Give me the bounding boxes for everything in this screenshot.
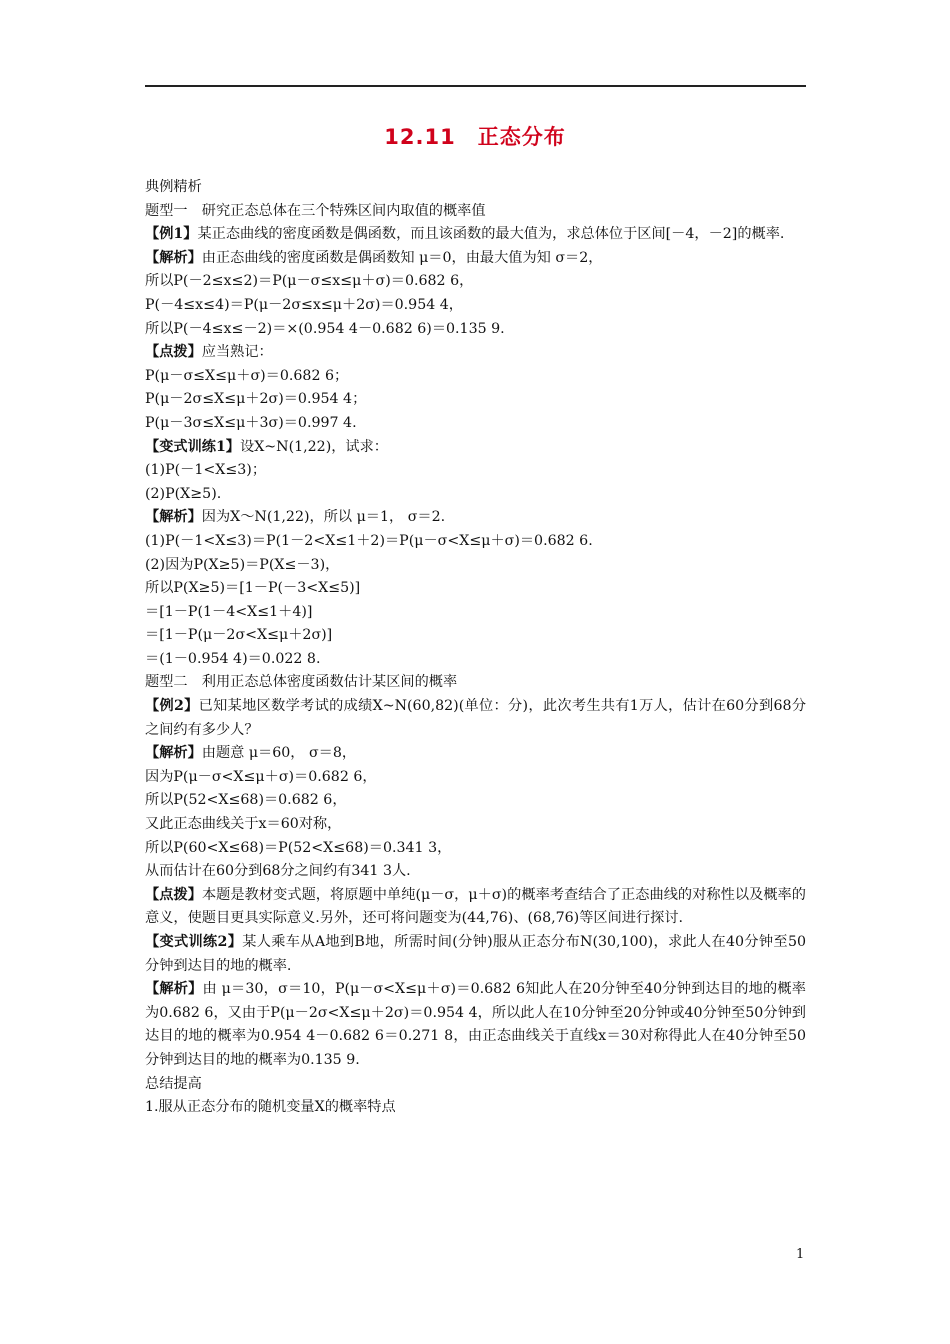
text-line — [145, 318, 806, 342]
text-line — [145, 789, 806, 813]
line-text: P(－4≤x≤4)＝P(μ－2σ≤x≤μ＋2σ)＝0.954 4， — [145, 296, 463, 313]
line-text: ＝[1－P(μ－2σ<X≤μ＋2σ)] — [145, 627, 333, 644]
text-line — [145, 247, 806, 271]
text-line — [145, 176, 806, 200]
line-text: 已知某地区数学考试的成绩X~N(60,82)(单位：分)，此次考生共有1万人，估计在60分到68分之间约有多少人？ — [145, 698, 807, 738]
text-line — [145, 648, 806, 672]
line-text: 所以P(60<X≤68)＝P(52<X≤68)＝0.341 3， — [145, 839, 452, 856]
text-line — [145, 884, 806, 931]
text-line — [145, 978, 806, 1072]
text-line — [145, 695, 806, 742]
text-line — [145, 341, 806, 365]
line-text: (1)P(－1<X≤3)； — [145, 462, 267, 479]
line-text: 由正态曲线的密度函数是偶函数知 μ＝0，由最大值为知 σ＝2， — [201, 249, 603, 266]
text-line — [145, 506, 806, 530]
section-tag: 【解析】 — [145, 745, 202, 762]
line-text: 某正态曲线的密度函数是偶函数，而且该函数的最大值为，求总体位于区间[－4，－2]的概率. — [197, 226, 785, 243]
text-line — [145, 270, 806, 294]
text-line — [145, 766, 806, 790]
header-rule — [145, 85, 806, 87]
text-line — [145, 412, 806, 436]
line-text: 典例精析 — [145, 179, 202, 195]
section-tag: 【例1】 — [145, 226, 198, 243]
text-line — [145, 837, 806, 861]
line-text: 1.服从正态分布的随机变量X的概率特点 — [145, 1099, 396, 1116]
line-text: 设X~N(1,22)，试求： — [240, 438, 388, 455]
line-text: 总结提高 — [145, 1075, 202, 1092]
section-tag: 【解析】 — [145, 981, 203, 998]
section-tag: 【点拨】 — [145, 886, 202, 903]
line-text: (2)因为P(X≥5)＝P(X≤－3)， — [145, 556, 340, 573]
page-title: 12.11 正态分布 — [384, 125, 566, 149]
text-line — [145, 436, 806, 460]
line-text: 因为P(μ－σ<X≤μ＋σ)＝0.682 6， — [145, 768, 377, 785]
line-text: P(μ－σ≤X≤μ＋σ)＝0.682 6； — [145, 367, 349, 384]
text-line — [145, 388, 806, 412]
text-line — [145, 554, 806, 578]
text-line — [145, 200, 806, 224]
line-text: 某人乘车从A地到B地，所需时间(分钟)服从正态分布N(30,100)，求此人在40分钟至50分钟到达目的地的概率. — [145, 934, 806, 974]
line-text: P(μ－2σ≤X≤μ＋2σ)＝0.954 4； — [145, 391, 367, 408]
line-text: ＝[1－P(1－4<X≤1＋4)] — [145, 603, 313, 620]
text-line — [145, 742, 806, 766]
text-line — [145, 530, 806, 554]
text-line — [145, 931, 806, 978]
line-text: 应当熟记： — [201, 344, 273, 361]
line-text: 所以P(52<X≤68)＝0.682 6， — [145, 792, 347, 809]
text-line — [145, 365, 806, 389]
section-tag: 【变式训练2】 — [145, 934, 243, 950]
line-text: 因为X～N(1,22)，所以 μ＝1， σ＝2. — [201, 509, 446, 526]
section-tag: 【解析】 — [145, 509, 202, 526]
line-text: 由题意 μ＝60， σ＝8， — [201, 745, 357, 762]
line-text: (1)P(－1<X≤3)＝P(1－2<X≤1＋2)＝P(μ－σ<X≤μ＋σ)＝0.682 6. — [145, 532, 593, 549]
text-line — [145, 671, 806, 695]
text-line — [145, 813, 806, 837]
text-line — [145, 223, 806, 247]
text-line — [145, 483, 806, 507]
text-line — [145, 1073, 806, 1097]
section-tag: 【点拨】 — [145, 344, 202, 361]
line-text: 本题是教材变式题，将原题中单纯(μ－σ，μ＋σ)的概率考查结合了正态曲线的对称性以及概率的意义，使题目更具实际意义.另外，还可将问题变为(44,76)、(68,76)等区间进行探讨. — [145, 886, 806, 927]
line-text: 所以P(X≥5)＝[1－P(－3<X≤5)] — [145, 580, 361, 597]
section-tag: 【解析】 — [145, 249, 202, 266]
line-text: 题型二 利用正态总体密度函数估计某区间的概率 — [145, 674, 458, 691]
text-line — [145, 601, 806, 625]
text-line — [145, 577, 806, 601]
line-text: 又此正态曲线关于x＝60对称， — [145, 816, 342, 833]
page-number: 1 — [796, 1247, 805, 1262]
line-text: 题型一 研究正态总体在三个特殊区间内取值的概率值 — [145, 202, 486, 219]
line-text: P(μ－3σ≤X≤μ＋3σ)＝0.997 4. — [145, 414, 357, 431]
text-line — [145, 294, 806, 318]
text-line — [145, 459, 806, 483]
line-text: 所以P(－2≤x≤2)＝P(μ－σ≤x≤μ＋σ)＝0.682 6， — [145, 273, 474, 290]
line-text: ＝(1－0.954 4)＝0.022 8. — [145, 650, 321, 667]
line-text: 从而估计在60分到68分之间约有341 3人. — [145, 863, 411, 880]
line-text: 所以P(－4≤x≤－2)＝×(0.954 4－0.682 6)＝0.135 9. — [145, 320, 505, 337]
line-text: (2)P(X≥5). — [145, 485, 222, 502]
section-tag: 【例2】 — [145, 698, 199, 715]
text-line — [145, 1096, 806, 1120]
text-line — [145, 860, 806, 884]
text-line — [145, 624, 806, 648]
line-text: 由 μ＝30，σ＝10，P(μ－σ<X≤μ＋σ)＝0.682 6知此人在20分钟至40分钟到达目的地的概率为0.682 6，又由于P(μ－2σ<X≤μ＋2σ)＝0.954 4，所以此人在10分钟至20分钟或40分钟至50分钟到达目的地的概率为0.954 4－0.682 6＝0.271 8，由正态曲线关于直线x＝30对称得此人在40分钟至50分钟到达目的地的概率为0.135 9. — [145, 981, 806, 1068]
section-tag: 【变式训练1】 — [145, 438, 240, 455]
document-body — [145, 176, 806, 1120]
